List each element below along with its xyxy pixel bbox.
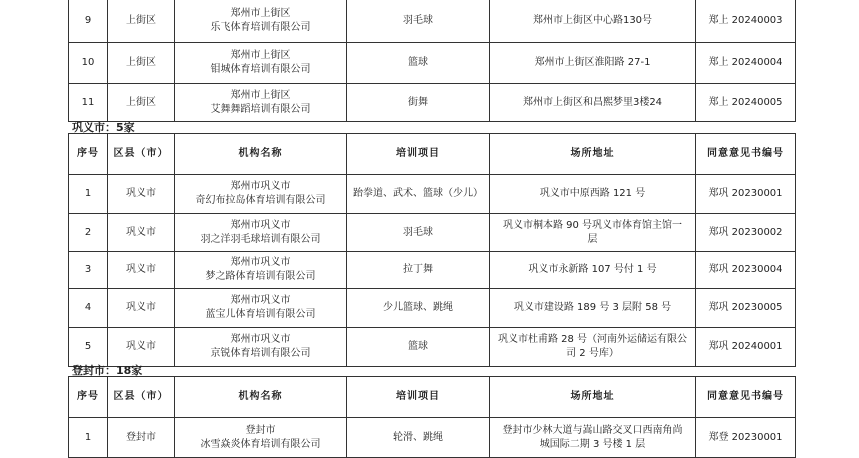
header-cert: 同意意见书编号 xyxy=(696,134,796,175)
table-row xyxy=(69,84,796,122)
project-cell: 跆拳道、武术、篮球（少儿） xyxy=(347,175,490,214)
address-cell: 巩义市桐本路 90 号巩义市体育馆主馆一 层 xyxy=(490,214,696,252)
row-number: 2 xyxy=(69,214,108,252)
cert-number-cell: 郑巩 20230001 xyxy=(696,175,796,214)
row-number: 11 xyxy=(69,84,108,122)
row-number: 5 xyxy=(69,328,108,367)
section-title-dengfeng: 登封市：18家 xyxy=(72,364,143,377)
address-cell: 郑州市上街区和昌熙梦里3楼24 xyxy=(490,84,696,122)
org-name-cell: 郑州市上街区 艾舞舞蹈培训有限公司 xyxy=(175,84,347,122)
district-cell: 巩义市 xyxy=(108,289,175,328)
org-name-cell: 郑州市上街区 乐飞体育培训有限公司 xyxy=(175,0,347,43)
row-number: 1 xyxy=(69,175,108,214)
district-cell: 上街区 xyxy=(108,84,175,122)
row-number: 4 xyxy=(69,289,108,328)
gongyi-table xyxy=(68,133,796,367)
org-name-cell: 郑州市巩义市 羽之洋羽毛球培训有限公司 xyxy=(175,214,347,252)
project-cell: 篮球 xyxy=(347,43,490,84)
project-cell: 街舞 xyxy=(347,84,490,122)
section-title-gongyi: 巩义市：5家 xyxy=(72,121,135,134)
header-no: 序号 xyxy=(69,134,108,175)
district-cell: 巩义市 xyxy=(108,328,175,367)
district-cell: 登封市 xyxy=(108,418,175,458)
header-address: 场所地址 xyxy=(490,377,696,418)
district-cell: 巩义市 xyxy=(108,214,175,252)
header-cert: 同意意见书编号 xyxy=(696,377,796,418)
address-cell: 巩义市永新路 107 号付 1 号 xyxy=(490,252,696,289)
continuation-table xyxy=(68,0,796,122)
project-cell: 拉丁舞 xyxy=(347,252,490,289)
header-no: 序号 xyxy=(69,377,108,418)
org-name-cell: 郑州市巩义市 蓝宝儿体育培训有限公司 xyxy=(175,289,347,328)
cert-number-cell: 郑上 20240004 xyxy=(696,43,796,84)
table-header-row xyxy=(69,377,796,418)
dengfeng-table xyxy=(68,376,796,458)
row-number: 1 xyxy=(69,418,108,458)
table-row xyxy=(69,328,796,367)
table-header-row xyxy=(69,134,796,175)
district-cell: 上街区 xyxy=(108,0,175,43)
project-cell: 羽毛球 xyxy=(347,0,490,43)
header-project: 培训项目 xyxy=(347,134,490,175)
table-row xyxy=(69,289,796,328)
address-cell: 巩义市中原西路 121 号 xyxy=(490,175,696,214)
header-project: 培训项目 xyxy=(347,377,490,418)
project-cell: 篮球 xyxy=(347,328,490,367)
district-cell: 巩义市 xyxy=(108,175,175,214)
project-cell: 轮滑、跳绳 xyxy=(347,418,490,458)
org-name-cell: 郑州市巩义市 梦之路体育培训有限公司 xyxy=(175,252,347,289)
address-cell: 郑州市上街区淮阳路 27-1 xyxy=(490,43,696,84)
row-number: 3 xyxy=(69,252,108,289)
table-row xyxy=(69,43,796,84)
table-row xyxy=(69,214,796,252)
table-row xyxy=(69,252,796,289)
project-cell: 少儿篮球、跳绳 xyxy=(347,289,490,328)
cert-number-cell: 郑巩 20230004 xyxy=(696,252,796,289)
table-row xyxy=(69,0,796,43)
table-row xyxy=(69,175,796,214)
district-cell: 巩义市 xyxy=(108,252,175,289)
district-cell: 上街区 xyxy=(108,43,175,84)
header-district: 区县（市） xyxy=(108,377,175,418)
cert-number-cell: 郑巩 20230005 xyxy=(696,289,796,328)
org-name-cell: 郑州市巩义市 奇幻布拉岛体育培训有限公司 xyxy=(175,175,347,214)
cert-number-cell: 郑上 20240005 xyxy=(696,84,796,122)
cert-number-cell: 郑上 20240003 xyxy=(696,0,796,43)
address-cell: 巩义市建设路 189 号 3 层附 58 号 xyxy=(490,289,696,328)
address-cell: 登封市少林大道与嵩山路交叉口西南角尚 城国际二期 3 号楼 1 层 xyxy=(490,418,696,458)
header-address: 场所地址 xyxy=(490,134,696,175)
header-district: 区县（市） xyxy=(108,134,175,175)
org-name-cell: 郑州市巩义市 京锐体育培训有限公司 xyxy=(175,328,347,367)
row-number: 9 xyxy=(69,0,108,43)
cert-number-cell: 郑巩 20240001 xyxy=(696,328,796,367)
project-cell: 羽毛球 xyxy=(347,214,490,252)
row-number: 10 xyxy=(69,43,108,84)
org-name-cell: 郑州市上街区 钼城体育培训有限公司 xyxy=(175,43,347,84)
org-name-cell: 登封市 冰雪焱炎体育培训有限公司 xyxy=(175,418,347,458)
header-org: 机构名称 xyxy=(175,134,347,175)
header-org: 机构名称 xyxy=(175,377,347,418)
address-cell: 郑州市上街区中心路130号 xyxy=(490,0,696,43)
cert-number-cell: 郑巩 20230002 xyxy=(696,214,796,252)
cert-number-cell: 郑登 20230001 xyxy=(696,418,796,458)
table-row xyxy=(69,418,796,458)
address-cell: 巩义市杜甫路 28 号（河南外运储运有限公 司 2 号库） xyxy=(490,328,696,367)
